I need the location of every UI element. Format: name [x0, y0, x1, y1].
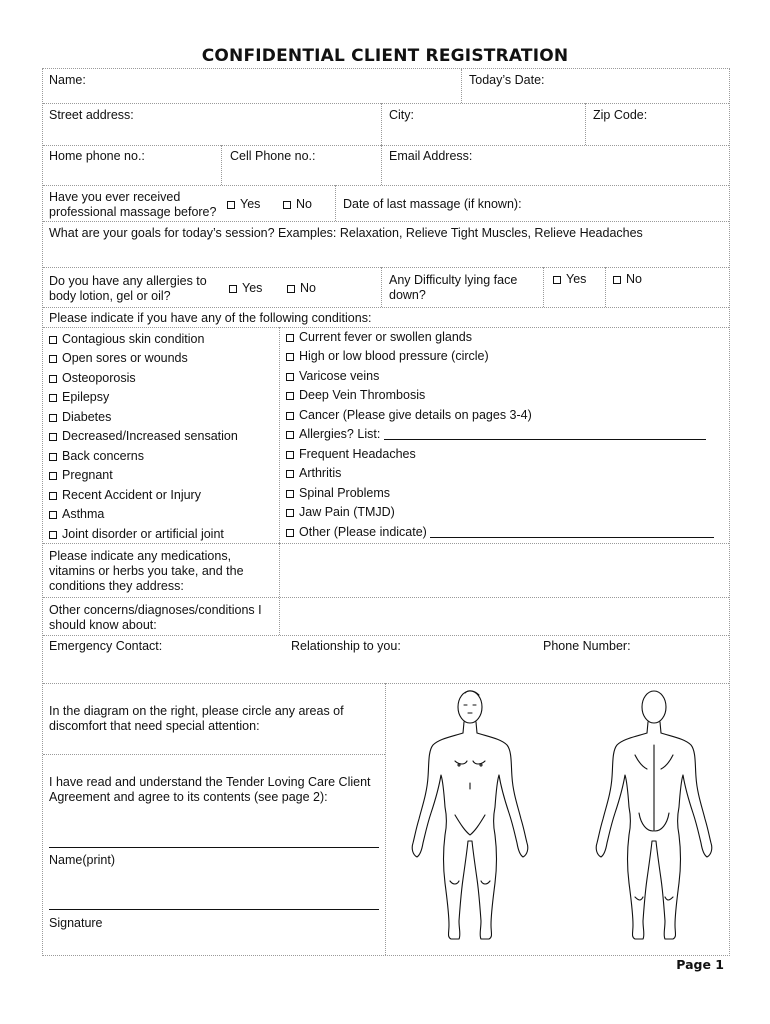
- other-concerns-label: Other concerns/diagnoses/conditions I should know about:: [49, 603, 262, 632]
- zip-code-field[interactable]: Zip Code:: [593, 108, 648, 122]
- checkbox-icon[interactable]: [49, 336, 57, 344]
- city-field[interactable]: City:: [389, 108, 414, 122]
- other-concerns-input[interactable]: [281, 599, 727, 635]
- condition-jaw-pain[interactable]: Jaw Pain (TMJD): [286, 505, 395, 520]
- relationship-field[interactable]: Relationship to you:: [291, 639, 401, 653]
- page-number: Page 1: [676, 957, 724, 972]
- registration-form: [42, 68, 730, 956]
- condition-other[interactable]: Other (Please indicate): [286, 525, 714, 540]
- lying-yes-option[interactable]: Yes: [553, 272, 586, 287]
- checkbox-icon[interactable]: [49, 394, 57, 402]
- allergies-list-input[interactable]: [384, 428, 706, 440]
- condition-diabetes[interactable]: Diabetes: [49, 410, 111, 425]
- checkbox-icon[interactable]: [286, 470, 294, 478]
- condition-joint-disorder[interactable]: Joint disorder or artificial joint: [49, 527, 224, 542]
- checkbox-icon[interactable]: [286, 412, 294, 420]
- checkbox-icon[interactable]: [286, 353, 294, 361]
- emergency-contact-field[interactable]: Emergency Contact:: [49, 639, 163, 653]
- medications-input[interactable]: [281, 545, 727, 597]
- body-back-icon[interactable]: [579, 685, 729, 947]
- street-address-field[interactable]: Street address:: [49, 108, 134, 122]
- condition-epilepsy[interactable]: Epilepsy: [49, 390, 109, 405]
- page-title: CONFIDENTIAL CLIENT REGISTRATION: [201, 46, 569, 66]
- condition-asthma[interactable]: Asthma: [49, 507, 104, 522]
- condition-blood-pressure[interactable]: High or low blood pressure (circle): [286, 349, 489, 364]
- lying-face-down-question: Any Difficulty lying face down?: [389, 273, 518, 302]
- checkbox-icon[interactable]: [286, 334, 294, 342]
- condition-fever[interactable]: Current fever or swollen glands: [286, 330, 472, 345]
- checkbox-icon[interactable]: [286, 392, 294, 400]
- condition-recent-accident[interactable]: Recent Accident or Injury: [49, 488, 201, 503]
- checkbox-icon[interactable]: [286, 529, 294, 537]
- checkbox-icon[interactable]: [49, 433, 57, 441]
- massage-no-option[interactable]: No: [283, 197, 312, 212]
- allergies-no-option[interactable]: No: [287, 281, 316, 296]
- checkbox-icon[interactable]: [283, 201, 291, 209]
- condition-pregnant[interactable]: Pregnant: [49, 468, 113, 483]
- lying-no-option[interactable]: No: [613, 272, 642, 287]
- checkbox-icon[interactable]: [286, 431, 294, 439]
- checkbox-icon[interactable]: [49, 531, 57, 539]
- massage-before-question: Have you ever received professional massage before?: [49, 190, 217, 219]
- checkbox-icon[interactable]: [229, 285, 237, 293]
- name-print-line[interactable]: [49, 847, 379, 848]
- todays-date-field[interactable]: Today’s Date:: [469, 73, 545, 87]
- condition-osteoporosis[interactable]: Osteoporosis: [49, 371, 136, 386]
- checkbox-icon[interactable]: [286, 451, 294, 459]
- allergies-question: Do you have any allergies to body lotion, gel or oil?: [49, 274, 207, 303]
- condition-headaches[interactable]: Frequent Headaches: [286, 447, 416, 462]
- condition-varicose-veins[interactable]: Varicose veins: [286, 369, 379, 384]
- signature-line[interactable]: [49, 909, 379, 910]
- checkbox-icon[interactable]: [49, 472, 57, 480]
- condition-contagious-skin[interactable]: Contagious skin condition: [49, 332, 204, 347]
- condition-back-concerns[interactable]: Back concerns: [49, 449, 144, 464]
- body-front-icon[interactable]: [395, 685, 545, 947]
- checkbox-icon[interactable]: [49, 492, 57, 500]
- checkbox-icon[interactable]: [49, 511, 57, 519]
- session-goals-field[interactable]: What are your goals for today’s session? Examples: Relaxation, Relieve Tight Muscles, Relieve Headaches: [49, 226, 643, 240]
- condition-spinal[interactable]: Spinal Problems: [286, 486, 390, 501]
- checkbox-icon[interactable]: [553, 276, 561, 284]
- agreement-text: I have read and understand the Tender Loving Care Client Agreement and agree to its contents (see page 2):: [49, 775, 371, 804]
- checkbox-icon[interactable]: [613, 276, 621, 284]
- condition-open-sores[interactable]: Open sores or wounds: [49, 351, 188, 366]
- name-print-label: Name(print): [49, 853, 115, 867]
- checkbox-icon[interactable]: [49, 414, 57, 422]
- conditions-heading: Please indicate if you have any of the following conditions:: [49, 311, 372, 325]
- emergency-phone-field[interactable]: Phone Number:: [543, 639, 631, 653]
- checkbox-icon[interactable]: [49, 355, 57, 363]
- condition-sensation[interactable]: Decreased/Increased sensation: [49, 429, 238, 444]
- email-field[interactable]: Email Address:: [389, 149, 473, 163]
- condition-cancer[interactable]: Cancer (Please give details on pages 3-4): [286, 408, 532, 423]
- massage-yes-option[interactable]: Yes: [227, 197, 260, 212]
- checkbox-icon[interactable]: [286, 490, 294, 498]
- signature-label: Signature: [49, 916, 103, 930]
- name-field[interactable]: Name:: [49, 73, 86, 87]
- diagram-instructions: In the diagram on the right, please circle any areas of discomfort that need special attention:: [49, 704, 344, 733]
- condition-allergies[interactable]: Allergies? List:: [286, 427, 706, 442]
- cell-phone-field[interactable]: Cell Phone no.:: [230, 149, 316, 163]
- checkbox-icon[interactable]: [286, 509, 294, 517]
- home-phone-field[interactable]: Home phone no.:: [49, 149, 145, 163]
- checkbox-icon[interactable]: [286, 373, 294, 381]
- checkbox-icon[interactable]: [49, 375, 57, 383]
- last-massage-date-field[interactable]: Date of last massage (if known):: [343, 197, 522, 211]
- checkbox-icon[interactable]: [227, 201, 235, 209]
- checkbox-icon[interactable]: [287, 285, 295, 293]
- allergies-yes-option[interactable]: Yes: [229, 281, 262, 296]
- checkbox-icon[interactable]: [49, 453, 57, 461]
- other-condition-input[interactable]: [430, 526, 714, 538]
- condition-dvt[interactable]: Deep Vein Thrombosis: [286, 388, 425, 403]
- medications-label: Please indicate any medications, vitamins or herbs you take, and the conditions they address:: [49, 549, 244, 593]
- condition-arthritis[interactable]: Arthritis: [286, 466, 341, 481]
